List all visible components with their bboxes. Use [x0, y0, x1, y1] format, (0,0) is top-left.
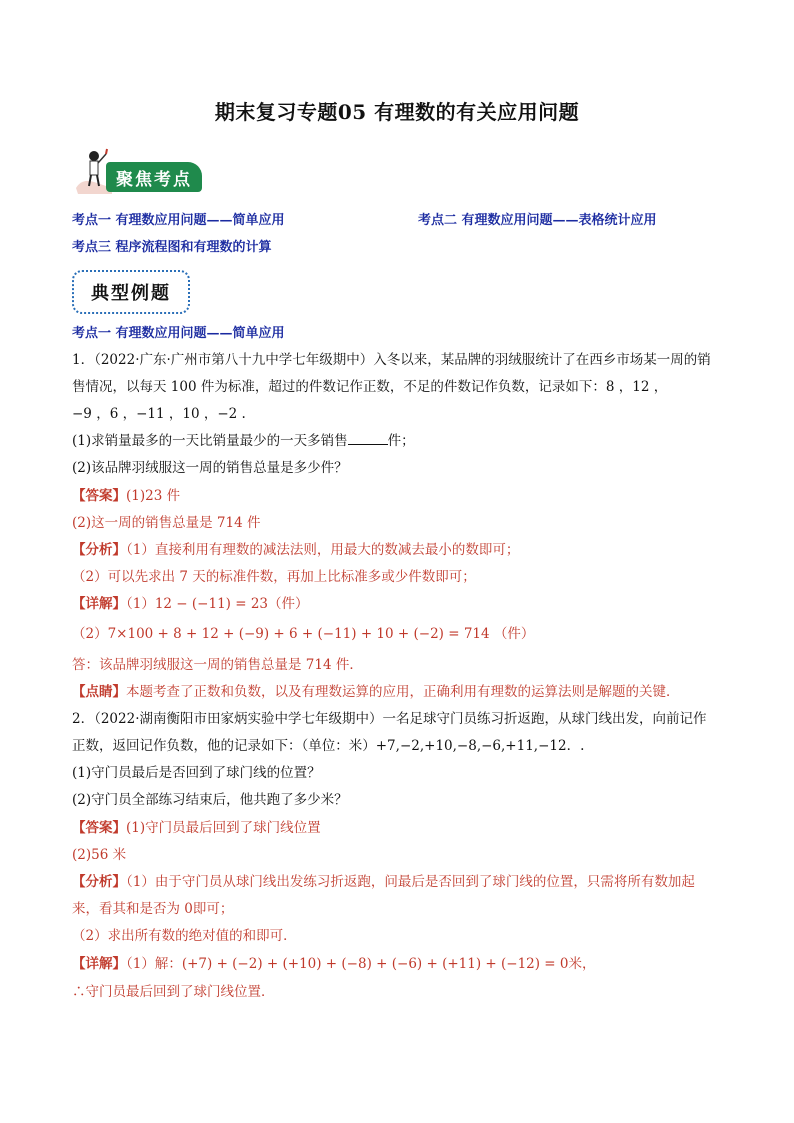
q1-detail-1 — [72, 595, 309, 613]
q1-analysis-1-text: （1）直接利用有理数的减法法则，用最大的数减去最小的数即可； — [126, 542, 520, 558]
q1-answer-1-text: (1)23 件 — [126, 488, 181, 504]
q2-analysis-3: （2）求出所有数的绝对值的和即可． — [72, 928, 297, 944]
answer-blank — [348, 432, 388, 445]
q1-detail-2: （2）7×100 + 8 + 12 + (−9) + 6 + (−11) + 10 + (−2) = 714 （件） — [72, 626, 535, 642]
q2-line-1: 2．（2022·湖南衡阳市田家炳实验中学七年级期中）一名足球守门员练习折返跑，从球门线出发，向前记作 — [72, 711, 707, 727]
q2-analysis-1 — [72, 873, 695, 891]
q2-detail-1-text: （1）解：(+7) + (−2) + (+10) + (−8) + (−6) + (+11) + (−12) = 0米， — [126, 956, 596, 972]
q1-answer-2: (2)这一周的销售总量是 714 件 — [72, 515, 261, 531]
q2-answer-2: (2)56 米 — [72, 847, 127, 863]
answer-tag: 【答案】 — [72, 488, 126, 504]
q2-sub-1: (1)守门员最后是否回到了球门线的位置？ — [72, 765, 321, 781]
q1-sub-1-text: (1)求销量最多的一天比销量最少的一天多销售 — [72, 433, 348, 449]
q1-line-1: 1．（2022·广东·广州市第八十九中学七年级期中）入冬以来，某品牌的羽绒服统计了在西乡市场某一周的销 — [72, 352, 711, 368]
q1-line-2: 售情况，以每天 100 件为标准，超过的件数记作正数，不足的件数记作负数，记录如下：8 ，12 ， — [72, 379, 668, 395]
q1-line-3: −9 ，6 ，−11 ，10 ，−2 . — [72, 406, 246, 422]
q2-line-2: 正数，返回记作负数，他的记录如下：（单位：米）+7,−2,+10,−8,−6,+11,−12．. — [72, 738, 585, 754]
kaodian-3: 考点三 程序流程图和有理数的计算 — [72, 240, 272, 255]
section-heading: 考点一 有理数应用问题——简单应用 — [72, 326, 285, 341]
kaodian-2: 考点二 有理数应用问题——表格统计应用 — [418, 213, 657, 228]
detail-tag: 【详解】 — [72, 596, 126, 612]
q1-comment-text: 本题考查了正数和负数，以及有理数运算的应用，正确利用有理数的运算法则是解题的关键． — [126, 684, 680, 700]
q1-analysis-1 — [72, 541, 519, 559]
q2-answer-1-text: (1)守门员最后回到了球门线位置 — [126, 820, 321, 836]
answer-tag: 【答案】 — [72, 820, 126, 836]
comment-tag: 【点睛】 — [72, 684, 126, 700]
q2-detail-1 — [72, 955, 596, 973]
analysis-tag: 【分析】 — [72, 542, 126, 558]
q2-sub-2: (2)守门员全部练习结束后，他共跑了多少米？ — [72, 792, 348, 808]
kaodian-1: 考点一 有理数应用问题——简单应用 — [72, 213, 285, 228]
detail-tag: 【详解】 — [72, 956, 126, 972]
page-title: 期末复习专题05 有理数的有关应用问题 — [214, 100, 580, 124]
focus-badge-label: 聚焦考点 — [106, 162, 202, 192]
q1-detail-1-text: （1）12 − (−11) = 23（件） — [126, 596, 309, 612]
focus-badge — [72, 148, 204, 196]
q1-comment — [72, 683, 680, 701]
q1-sub-2: (2)该品牌羽绒服这一周的销售总量是多少件？ — [72, 460, 348, 476]
q1-detail-3: 答：该品牌羽绒服这一周的销售总量是 714 件． — [72, 657, 363, 673]
q2-analysis-1-text: （1）由于守门员从球门线出发练习折返跑，问最后是否回到了球门线的位置，只需将所有数加起 — [126, 874, 695, 890]
q2-answer-1 — [72, 819, 321, 837]
q1-analysis-2: （2）可以先求出 7 天的标准件数，再加上比标准多或少件数即可； — [72, 569, 476, 585]
q1-sub-1-unit: 件； — [387, 433, 415, 449]
q2-detail-2: ∴守门员最后回到了球门线位置． — [72, 984, 275, 1000]
q1-answer-1 — [72, 487, 180, 505]
example-badge: 典型例题 — [72, 270, 190, 314]
analysis-tag: 【分析】 — [72, 874, 126, 890]
q2-analysis-2: 来，看其和是否为 0即可； — [72, 901, 234, 917]
q1-sub-1 — [72, 432, 415, 450]
